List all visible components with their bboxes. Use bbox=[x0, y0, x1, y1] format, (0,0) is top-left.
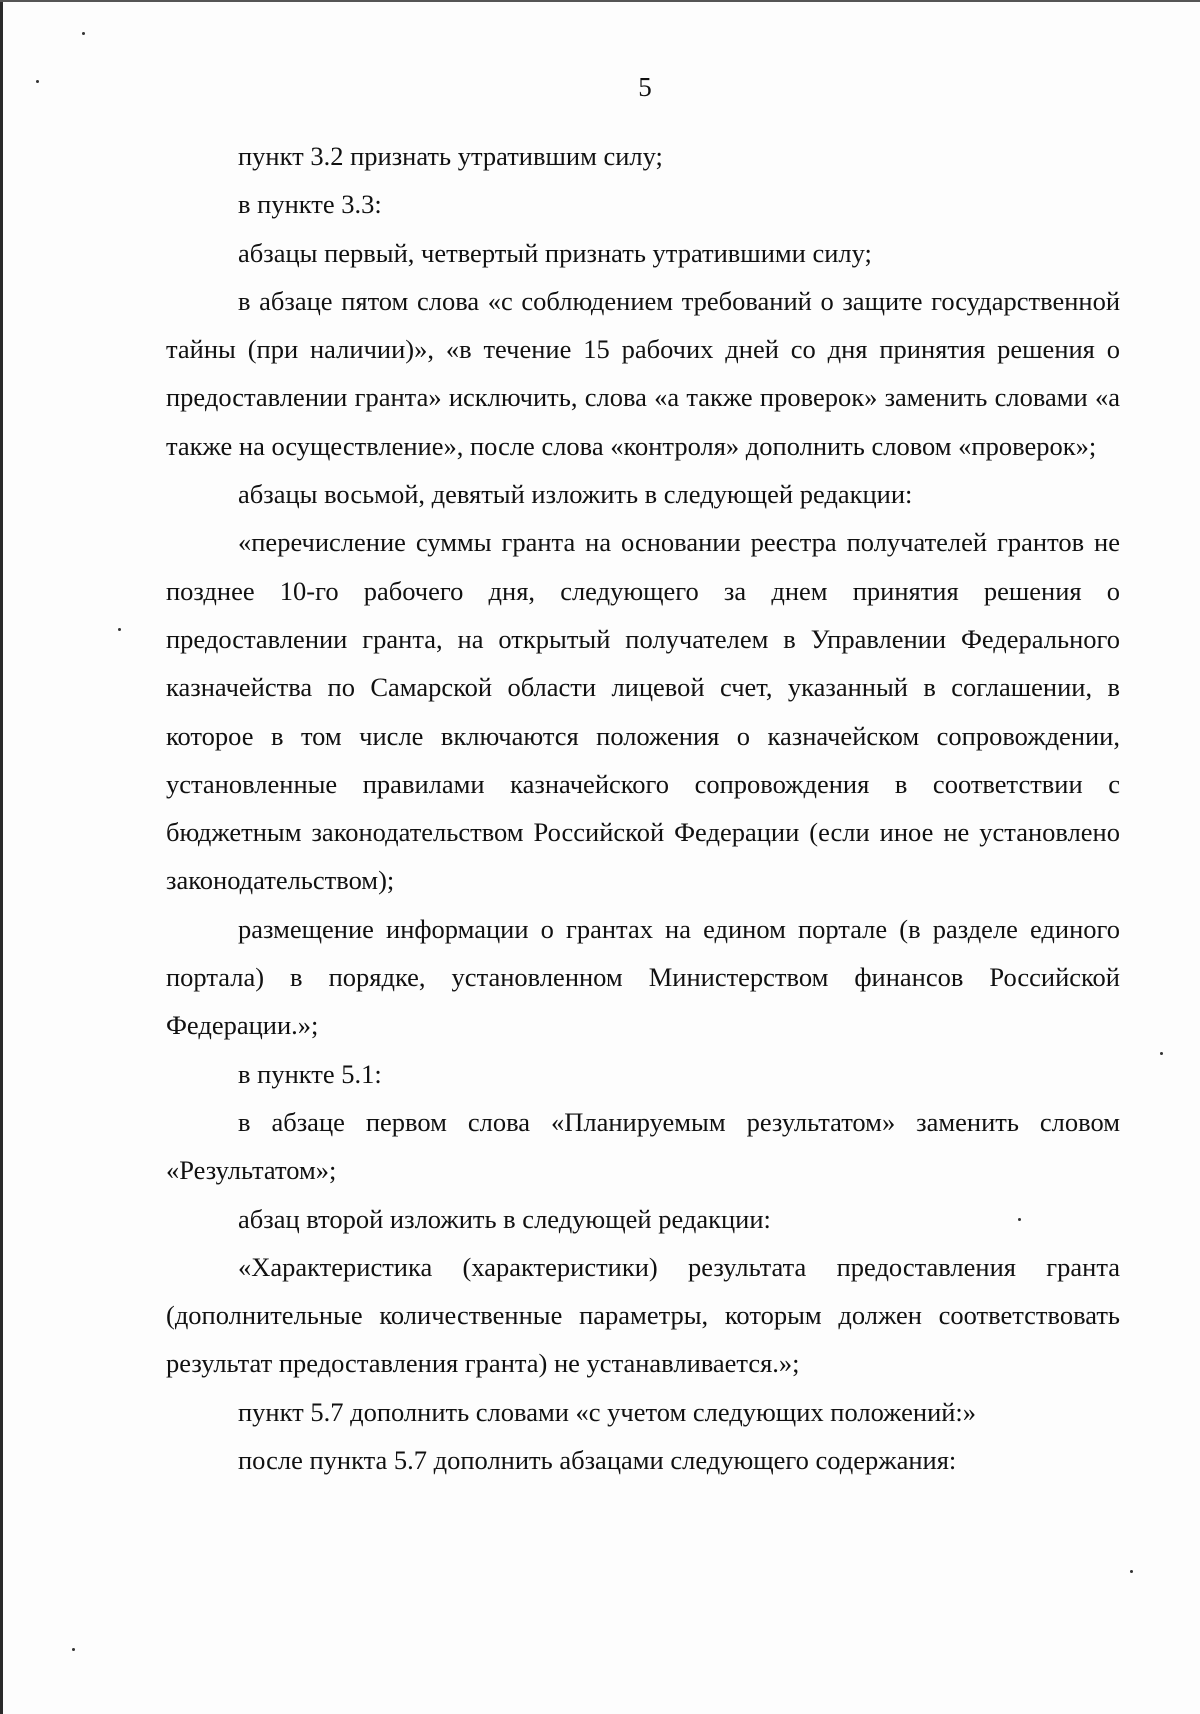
scan-speck bbox=[118, 628, 121, 631]
scan-speck bbox=[82, 32, 85, 35]
scan-speck bbox=[1130, 1570, 1133, 1573]
scan-speck bbox=[72, 1648, 75, 1651]
paragraph: абзацы первый, четвертый признать утратившими силу; bbox=[238, 237, 872, 268]
scan-speck bbox=[36, 80, 39, 83]
paragraph: в пункте 3.3: bbox=[238, 189, 382, 220]
paragraph: в пункте 5.1: bbox=[238, 1058, 382, 1089]
paragraph: «Характеристика (характеристики) результата предоставления гранта (дополнительные количественные параметры, которым должен соответствовать результат предоставления гранта) не устанавливается.»; bbox=[166, 1251, 1120, 1379]
paragraph: в абзаце первом слова «Планируемым результатом» заменить словом «Результатом»; bbox=[166, 1106, 1120, 1186]
page-number: 5 bbox=[638, 72, 652, 102]
paragraph: «перечисление суммы гранта на основании реестра получателей грантов не позднее 10-го рабочего дня, следующего за днем принятия решения о предоставлении гранта, на открытый получателем в Управлении Федерального казначейства по Самарской области лицевой счет, указанный в соглашении, в которое в том числе включаются положения о казначейском сопровождении, установленные правилами казначейского сопровождения в соответствии с бюджетным законодательством Российской Федерации (если иное не установлено законодательством); bbox=[166, 527, 1120, 896]
paragraph: в абзаце пятом слова «с соблюдением требований о защите государственной тайны (при наличии)», «в течение 15 рабочих дней со дня принятия решения о предоставлении гранта» исключить, слова «а также проверок» заменить словами «а также на осуществление», после слова «контроля» дополнить словом «проверок»; bbox=[166, 285, 1120, 461]
paragraph: размещение информации о грантах на едином портале (в разделе единого портала) в порядке, установленном Министерством финансов Российской Федерации.»; bbox=[166, 913, 1120, 1041]
scan-speck bbox=[1160, 1052, 1163, 1055]
scan-edge-top bbox=[0, 0, 1200, 2]
scan-speck bbox=[1018, 1218, 1021, 1221]
paragraph: после пункта 5.7 дополнить абзацами следующего содержания: bbox=[238, 1445, 957, 1476]
scan-edge-left bbox=[0, 0, 3, 1714]
paragraph: пункт 5.7 дополнить словами «с учетом следующих положений:» bbox=[238, 1396, 977, 1427]
paragraph: абзацы восьмой, девятый изложить в следующей редакции: bbox=[238, 479, 913, 510]
paragraph: абзац второй изложить в следующей редакции: bbox=[238, 1203, 771, 1234]
document-body bbox=[166, 132, 1120, 1484]
paragraph: пункт 3.2 признать утратившим силу; bbox=[238, 141, 663, 171]
